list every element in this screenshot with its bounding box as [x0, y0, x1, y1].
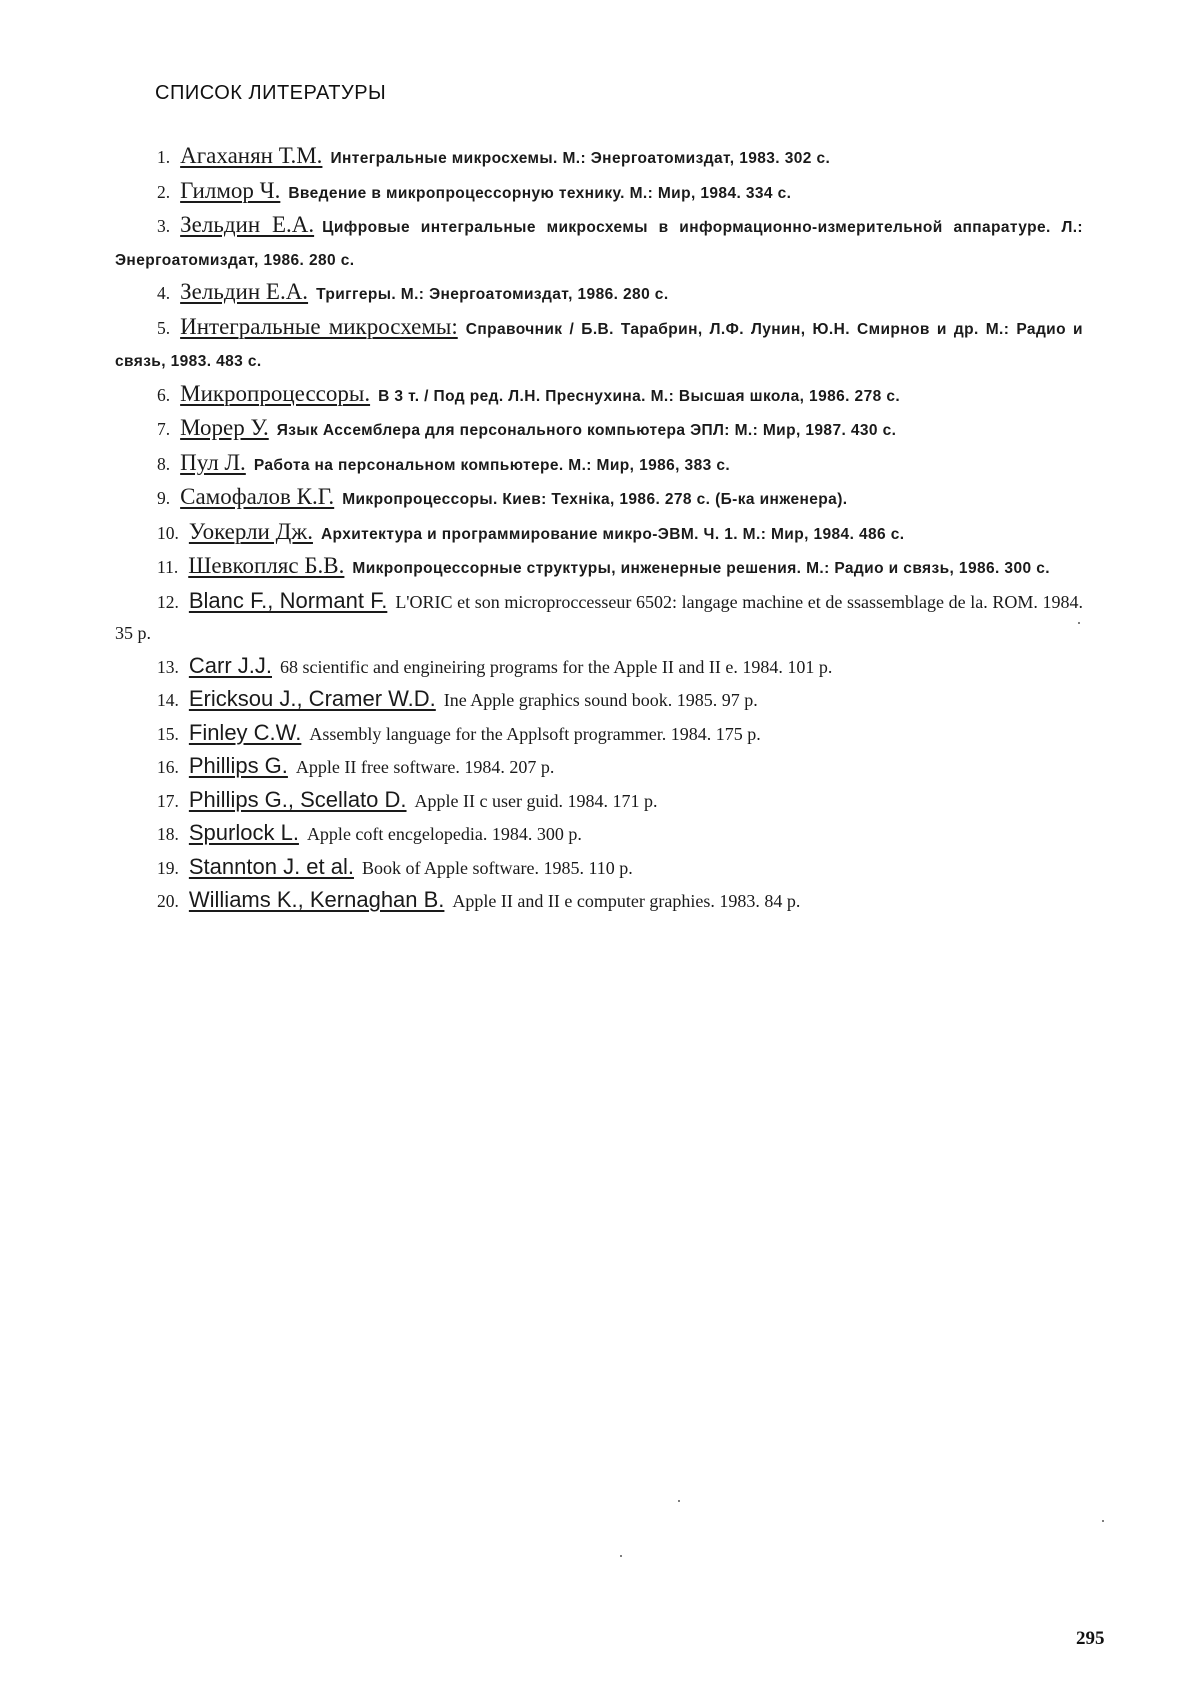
reference-details: Book of Apple software. 1985. 110 p.	[361, 857, 633, 878]
reference-author: Williams K., Kernaghan B.	[188, 887, 445, 912]
reference-item	[115, 851, 1083, 885]
reference-number: 9.	[157, 488, 171, 508]
reference-author: Морер У.	[180, 415, 269, 440]
reference-number: 2.	[157, 181, 171, 202]
reference-details: Apple II free software. 1984. 207 p.	[295, 757, 555, 777]
reference-item	[115, 140, 1083, 175]
reference-author: Зельдин Е.А.	[180, 279, 309, 304]
reference-number: 17.	[157, 790, 179, 811]
reference-details: Apple II c user guid. 1984. 171 p.	[414, 790, 658, 811]
reference-item	[115, 817, 1083, 851]
reference-item	[115, 650, 1083, 684]
reference-item	[115, 750, 1083, 784]
reference-author: Агаханян Т.М.	[180, 143, 323, 168]
reference-number: 19.	[157, 857, 179, 878]
reference-author: Интегральные микросхемы:	[180, 313, 458, 339]
reference-author: Самофалов К.Г.	[180, 484, 335, 509]
reference-author: Уокерли Дж.	[188, 518, 313, 544]
reference-details: Интегральные микросхемы. М.: Энергоатомиздат, 1983. 302 с.	[330, 150, 831, 167]
reference-list	[115, 140, 1083, 918]
reference-item	[115, 276, 1083, 311]
reference-details: L'ORIC et son microproccesseur 6502: langage machine et de ssassemblage de la. ROM. 1984. 35 p.	[115, 591, 1083, 643]
reference-number: 13.	[157, 656, 179, 677]
reference-author: Carr J.J.	[188, 652, 272, 678]
reference-item	[115, 412, 1083, 447]
reference-number: 20.	[157, 891, 179, 911]
reference-details: Цифровые интегральные микросхемы в информационно-измерительной аппаратуре. Л.: Энергоатомиздат, 1986. 280 с.	[115, 219, 1083, 269]
reference-number: 5.	[157, 317, 171, 338]
reference-number: 16.	[157, 757, 179, 777]
reference-details: Микропроцессоры. Киев: Техніка, 1986. 278 с. (Б-ка инженера).	[342, 491, 848, 508]
reference-number: 4.	[157, 283, 171, 303]
reference-number: 3.	[157, 216, 171, 236]
reference-item	[115, 481, 1083, 516]
reference-author: Blanc F., Normant F.	[188, 587, 388, 613]
reference-details: Apple II and II e computer graphies. 1983. 84 p.	[452, 891, 801, 911]
reference-number: 6.	[157, 384, 171, 405]
reference-author: Гилмор Ч.	[180, 177, 281, 203]
reference-details: 68 scientific and engineiring programs for the Apple II and II e. 1984. 101 p.	[280, 656, 833, 677]
reference-details: Справочник / Б.В. Тарабрин, Л.Ф. Лунин, Ю.Н. Смирнов и др. М.: Радио и связь, 1983. 483 с.	[115, 320, 1083, 370]
reference-item	[115, 585, 1083, 650]
reference-number: 15.	[157, 723, 179, 744]
reference-details: В 3 т. / Под ред. Л.Н. Преснухина. М.: Высшая школа, 1986. 278 с.	[378, 387, 901, 405]
reference-number: 10.	[157, 522, 179, 543]
reference-details: Язык Ассемблера для персонального компьютера ЭПЛ: М.: Мир, 1987. 430 с.	[276, 422, 897, 439]
reference-author: Ericksou J., Cramer W.D.	[188, 686, 436, 711]
reference-item	[115, 683, 1083, 717]
reference-number: 14.	[157, 690, 179, 710]
reference-item	[115, 311, 1083, 378]
reference-details: Микропроцессорные структуры, инженерные решения. М.: Радио и связь, 1986. 300 с.	[352, 560, 1050, 577]
reference-item	[115, 175, 1083, 210]
page-number: 295	[1076, 1628, 1105, 1649]
reference-details: Ine Apple graphics sound book. 1985. 97 p.	[443, 690, 758, 710]
reference-details: Введение в микропроцессорную технику. М.: Мир, 1984. 334 с.	[288, 184, 792, 202]
section-heading: СПИСОК ЛИТЕРАТУРЫ	[155, 82, 387, 104]
reference-author: Finley C.W.	[188, 719, 302, 745]
reference-number: 11.	[157, 557, 179, 577]
reference-number: 12.	[157, 591, 179, 612]
reference-details: Работа на персональном компьютере. М.: Мир, 1986, 383 с.	[253, 456, 731, 474]
reference-details: Триггеры. М.: Энергоатомиздат, 1986. 280 с.	[316, 286, 669, 303]
reference-author: Phillips G., Scellato D.	[188, 786, 407, 812]
reference-number: 7.	[157, 419, 171, 439]
reference-author: Phillips G.	[188, 753, 288, 778]
reference-author: Пул Л.	[180, 449, 246, 475]
scan-speck	[620, 1555, 622, 1557]
reference-author: Зельдин Е.А.	[180, 212, 315, 237]
reference-item	[115, 550, 1083, 585]
reference-author: Шевкопляс Б.В.	[188, 553, 345, 578]
reference-details: Apple coft encgelopedia. 1984. 300 p.	[306, 824, 582, 844]
reference-item	[115, 378, 1083, 413]
reference-author: Spurlock L.	[188, 820, 299, 845]
reference-item	[115, 516, 1083, 551]
reference-details: Архитектура и программирование микро-ЭВМ. Ч. 1. М.: Мир, 1984. 486 с.	[320, 525, 905, 543]
reference-number: 18.	[157, 824, 179, 844]
reference-item	[115, 884, 1083, 918]
reference-author: Микропроцессоры.	[180, 380, 371, 406]
reference-details: Assembly language for the Applsoft programmer. 1984. 175 p.	[309, 723, 761, 744]
scan-speck	[1078, 622, 1080, 624]
reference-item	[115, 717, 1083, 751]
reference-number: 8.	[157, 453, 171, 474]
scan-speck	[678, 1500, 680, 1502]
scan-speck	[1102, 1520, 1104, 1522]
reference-author: Stannton J. et al.	[188, 853, 354, 879]
reference-number: 1.	[157, 147, 171, 167]
reference-item	[115, 209, 1083, 276]
reference-item	[115, 784, 1083, 818]
reference-item	[115, 447, 1083, 482]
